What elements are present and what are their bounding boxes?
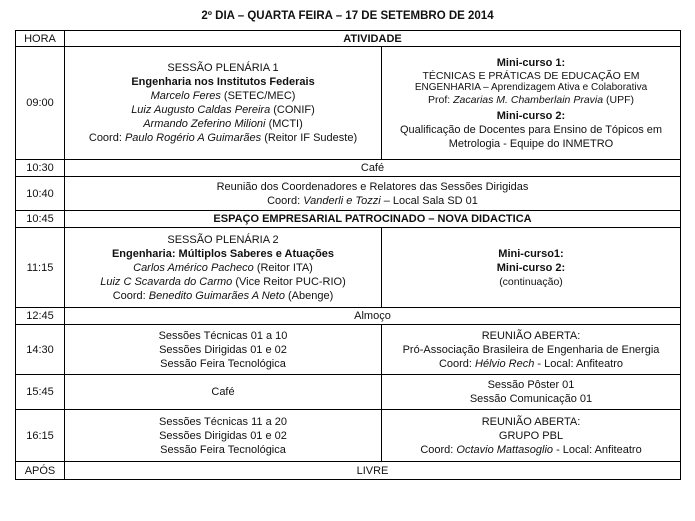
minicourse-cell xyxy=(382,47,681,160)
time-cell: APÓS xyxy=(16,462,65,480)
header-activity: ATIVIDADE xyxy=(65,31,681,47)
time-cell: 15:45 xyxy=(16,375,65,410)
time-cell: 09:00 xyxy=(16,47,65,160)
minicourse-cell: Mini-curso1: Mini-curso 2: (continuação) xyxy=(382,228,681,308)
time-cell: 10:30 xyxy=(16,160,65,177)
break-cell: Café xyxy=(65,160,681,177)
row-1430 xyxy=(16,325,681,375)
row-1615 xyxy=(16,410,681,462)
meeting-cell: Reunião dos Coordenadores e Relatores das Sessões Dirigidas Coord: Vanderli e Tozzi – Local Sala SD 01 xyxy=(65,177,681,211)
open-meeting-cell: REUNIÃO ABERTA: GRUPO PBL Coord: Octavio Mattasoglio - Local: Anfiteatro xyxy=(382,410,681,462)
sponsor-cell: ESPAÇO EMPRESARIAL PATROCINADO – NOVA DIDACTICA xyxy=(65,211,681,228)
minicourse-1-line: ENGENHARIA – Aprendizagem Ativa e Colaborativa xyxy=(414,81,648,93)
minicourse-1-prof: Prof: Zacarias M. Chamberlain Pravia (UPF) xyxy=(428,93,634,106)
header-time: HORA xyxy=(16,31,65,47)
page-title: 2º DIA – QUARTA FEIRA – 17 DE SETEMBRO DE 2014 xyxy=(201,10,494,22)
speaker: Marcelo Feres (SETEC/MEC) xyxy=(150,90,296,102)
minicourse-1-line: TÉCNICAS E PRÁTICAS DE EDUCAÇÃO EM xyxy=(422,69,640,82)
time-cell: 14:30 xyxy=(16,325,65,375)
sessions-cell: Sessões Técnicas 01 a 10 Sessões Dirigidas 01 e 02 Sessão Feira Tecnológica xyxy=(65,325,382,375)
time-cell: 11:15 xyxy=(16,228,65,308)
session-theme: Engenharia: Múltiplos Saberes e Atuações xyxy=(111,247,335,260)
time-cell: 16:15 xyxy=(16,410,65,462)
speaker: Carlos Américo Pacheco (Reitor ITA) xyxy=(133,261,313,274)
speaker: Luiz C Scavarda do Carmo (Vice Reitor PUC-RIO) xyxy=(100,275,346,288)
row-1040 xyxy=(16,177,681,211)
row-1045 xyxy=(16,211,681,228)
plenary-2-cell xyxy=(65,228,382,308)
row-1115 xyxy=(16,228,681,308)
speaker: Armando Zeferino Milioni (MCTI) xyxy=(143,118,303,130)
session-title: SESSÃO PLENÁRIA 1 xyxy=(167,62,279,74)
lunch-cell: Almoço xyxy=(65,308,681,325)
minicourse-2-text: Qualificação de Docentes para Ensino de Tópicos em Metrologia - Equipe do INMETRO xyxy=(399,123,663,150)
minicourse-2-title: Mini-curso 2: xyxy=(496,109,566,122)
session-theme: Engenharia nos Institutos Federais xyxy=(131,76,315,88)
header-row xyxy=(16,31,681,47)
time-cell: 10:45 xyxy=(16,211,65,228)
time-cell: 12:45 xyxy=(16,308,65,325)
free-cell: LIVRE xyxy=(65,462,681,480)
time-cell: 10:40 xyxy=(16,177,65,211)
open-meeting-cell: REUNIÃO ABERTA: Pró-Associação Brasileira de Engenharia de Energia Coord: Hélvio Rech - Local: Anfiteatro xyxy=(382,325,681,375)
schedule-table xyxy=(15,30,681,480)
speaker: Luiz Augusto Caldas Pereira (CONIF) xyxy=(131,104,315,116)
coordinator: Coord: Octavio Mattasoglio - Local: Anfiteatro xyxy=(420,443,642,456)
poster-cell: Sessão Pôster 01 Sessão Comunicação 01 xyxy=(382,375,681,410)
coordinator: Coord: Vanderli e Tozzi – Local Sala SD 01 xyxy=(267,194,478,207)
plenary-1-cell xyxy=(65,47,382,160)
minicourse-1-title: Mini-curso 1: xyxy=(496,56,566,69)
coordinator: Coord: Hélvio Rech - Local: Anfiteatro xyxy=(438,357,624,370)
row-apos xyxy=(16,462,681,480)
row-1245 xyxy=(16,308,681,325)
row-1545 xyxy=(16,375,681,410)
coordinator: Coord: Paulo Rogério A Guimarães (Reitor IF Sudeste) xyxy=(88,132,358,144)
session-title: SESSÃO PLENÁRIA 2 xyxy=(167,233,279,246)
coordinator: Coord: Benedito Guimarães A Neto (Abenge) xyxy=(112,289,334,302)
break-cell: Café xyxy=(65,375,382,410)
sessions-cell: Sessões Técnicas 11 a 20 Sessões Dirigidas 01 e 02 Sessão Feira Tecnológica xyxy=(65,410,382,462)
row-0900 xyxy=(16,47,681,160)
row-1030 xyxy=(16,160,681,177)
